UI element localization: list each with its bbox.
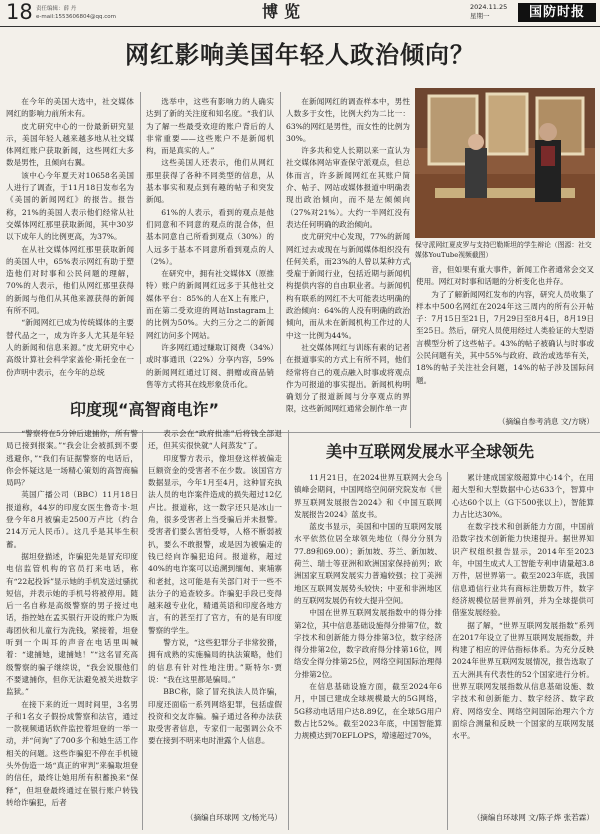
paragraph: 中国在世界互联网发展指数中的得分排第2位，其中信息基础设施得分排第7位，数字技术和创新能力得分排第3位，数字经济得分排第2位，数字政府得分排第16位，网络安全得分排第25位，网络空间国际治理得分排第2位。	[294, 608, 442, 679]
article1-photo	[415, 88, 595, 238]
paragraph: 皮尤研究中心发现，77%的新闻网红过去或现在与新闻媒体组织没有任何关系，而23%的人曾以某种方式受雇于新闻行业，包括近期与新闻机构提供内容的自由职业者。与新闻机构有联系的网红不大可能表达明确的政治倾向：64%的人没有明确的政治倾向，而从未在新闻机构工作过的人中这一比例为44%。	[286, 232, 410, 340]
paragraph: 许多共和党人长期以来一直认为社交媒体网站审查保守派观点，但总体而言，许多新闻网红在其账户简介、帖子、网站或媒体报道中明确表现出政治倾向，而不是左倾倾向（27%对21%）。大约一半网红没有表达任何明确的政治倾向。	[286, 146, 410, 229]
article2-column-2	[148, 428, 282, 808]
paragraph: 在研究中，拥有社交媒体X（原推特）账户的新闻网红远多于其他社交媒体平台：85%的人在X上有账户，而在第二受欢迎的网站Instagram上的比例为50%。大约三分之二的新闻网红访问多个网站。	[146, 269, 274, 340]
article1-headline: 网红影响美国年轻人政治倾向？	[125, 41, 475, 69]
paragraph: 在接下来的近一周时间里，3名男子和1名女子假扮成警察和法官，通过一款视频通话软件监控着坦登的一举一动，并“问询”了700多个和她生活工作相关的问题。这些诈骗犯不停在手机镜头外伪造一场“真正的审判”来骗取坦登的信任，最终让她用所有积蓄换来“保释”，但坦登最终通过在银行账户转钱转给诈骗犯，后者	[6, 699, 138, 807]
article1-credit	[416, 416, 594, 430]
article3-headline: 美中互联网发展水平全球领先	[326, 442, 535, 461]
paragraph: 据了解，“世界互联网发展指数”系列在2017年设立了世界互联网发展指数，并构建了相应的评估指标体系。为充分反映2024年世界互联网发展情况，报告选取了五大洲具有代表性的52个国家进行分析。世界互联网发展指数从信息基础设施、数字技术和创新能力、数字经济、数字政府、网络安全、网络空间国际治理六个方面综合测量和反映一个国家的互联网发展水平。	[452, 620, 594, 741]
page-header	[0, 0, 600, 27]
masthead-logo: 国防时报	[518, 3, 596, 22]
article2-column-1	[6, 428, 138, 828]
paragraph: 警方说，“这些犯罪分子非常狡猾，拥有成熟的实施骗局的执法策略，他们的信息有针对性地注册。”斯特尔·贾说：“我在这里都是骗局。”	[148, 638, 282, 684]
editor-info	[36, 5, 116, 21]
paragraph: 音，但如果有重大事件，新闻工作者通常会交叉使用。网红对时事和话题的分析变化也并存。	[416, 265, 594, 287]
paragraph: 累计建成国家级超算中心14个，在用超大型和大型数据中心达633个，智算中心达60个以上（G下500张以上），智能算力占比达30%。	[452, 473, 594, 519]
column-rule	[280, 92, 281, 364]
paragraph: 许多网红通过赚取订阅费（34%）或时事通讯（22%）分享内容，59%的新闻网红通过订阅、捐赠或商品销售等方式将其在线形象货币化。	[146, 342, 274, 389]
article1-column-1	[6, 96, 134, 377]
article1-column-2	[146, 96, 274, 389]
photo-caption: 保守派网红夏皮罗与支持巴勒斯坦的学生辩论（图源：社交媒体YouTube视频截图）	[415, 241, 592, 259]
credit-line: （摘编自参考消息 文/方晓）	[497, 417, 594, 426]
paragraph: 该中心今年夏天对10658名美国人进行了调查，于11月18日发布名为《美国的新闻网红》的报告。报告称，21%的美国人表示他们经常从社交媒体网红那里获取新闻，其中30岁以下成年人的比例更高，为37%。	[6, 170, 134, 242]
editor-name: 责任编辑：薛 丹	[36, 6, 77, 12]
article2-headline: 印度现“高智商电诈”	[70, 400, 220, 419]
paragraph: 英国广播公司（BBC）11月18日报道称，44岁的印度女医生鲁奇卡·坦登今年8月被骗走2500万卢比（约合214万元人民币）。这几乎是其毕生积蓄。	[6, 490, 138, 549]
paragraph: 在新闻网红的调查样本中，男性人数多于女性，比例大约为二比一：63%的网红是男性，而女性的比例为30%。	[286, 97, 410, 143]
column-rule	[447, 472, 448, 830]
section-title: 博览	[262, 2, 307, 21]
paragraph: 在从社交媒体网红那里获取新闻的美国人中，65%表示网红有助于塑造他们对时事和公民问题的理解，70%的人表示，他们从网红那里获得的新闻与他们从其他来源获得的新闻有所不同。	[6, 244, 134, 316]
date-text: 2024.11.25	[470, 3, 508, 11]
paragraph: BBC称，除了冒充执法人员诈骗，印度还面临一系列网络犯罪，包括虚假投资和交友诈骗。骗子通过各种办法获取受害者信息，专家们一起强调公众不要在接到不明来电时泄露个人信息。	[148, 687, 282, 746]
article2-credit	[148, 812, 282, 826]
editor-email: e-mail:1553606804@qq.com	[36, 14, 116, 20]
debate-scene-image	[415, 88, 595, 238]
paragraph: 在数字技术和创新能力方面，中国前沿数字技术创新能力快速提升。据世界知识产权组织报告显示，2014年至2023年，中国生成式人工智能专利申请量超3.8万件，居世界第一。截至2023年底，我国信息通信行业共有商标注册数万件，数字经济规模位居世界前列，并为全球提供可借鉴发展经验。	[452, 522, 594, 618]
paragraph: 在信息基础设施方面，截至2024年6月，中国已建成全球规模最大的5G网络，5G移动电话用户达8.89亿，在全球5G用户数占比52%。截至2023年底，中国智能算力规模达到70EFLOPS，增速超过70%，	[294, 682, 442, 741]
paragraph: “新闻网红已成为传统媒体的主要替代品之一，成为许多人尤其是年轻人的新闻和信息来源。”皮尤研究中心高级计算社会科学家盖伦·斯托金在一份声明中表示，在今年的总统	[6, 318, 134, 377]
article3-column-2	[452, 472, 594, 812]
weekday-text: 星期一	[470, 12, 490, 20]
column-rule	[410, 262, 411, 428]
article3-credit	[452, 812, 594, 826]
paragraph: 选举中，这些有影响力的人确实达到了新的关注度和知名度。“我们认为了解一些最受欢迎的账户背后的人非常重要——这些账户不是新闻机构，而是真实的人。”	[146, 97, 274, 156]
article1-column-3	[286, 96, 410, 428]
credit-line: （摘编自环球网 文/陈子烨 张若霖）	[472, 813, 594, 822]
column-rule	[288, 430, 289, 830]
paragraph: 蓝皮书显示，美国和中国的互联网发展水平依然位居全球领先地位（得分分别为77.89和69.00）；新加坡、芬兰、新加坡、荷兰、瑞士等亚洲和欧洲国家保持前列；欧洲国家互联网发展实力普遍较强；拉丁美洲地区互联网发展势头较快；中亚和非洲地区的互联网发展仍有较大提升空间。	[294, 522, 442, 605]
paragraph: 皮尤研究中心的一份最新研究显示，美国年轻人越来越多地从社交媒体网红账户获取新闻，这些网红大多数是男性，且倾向右翼。	[6, 121, 134, 168]
paragraph: 在今年的美国大选中，社交媒体网红的影响力前所未有。	[6, 97, 134, 119]
column-rule	[142, 430, 143, 830]
page-number: 18	[6, 0, 33, 24]
paragraph: 表示会在“政府批准”后将钱全部退还，但其实很快就“人间蒸发”了。	[148, 429, 282, 451]
paragraph: 印度警方表示，像坦登这样被偏走巨额资金的受害者不在少数。该国官方数据显示，今年1月至4月，这种冒充执法人员的电诈案件造成的损失超过12亿卢比。报道称，这一数字还只是冰山一角，很多受害者上当受骗后并未报警。受害者们要么害怕受辱，人格不断弱被扒，要么不敢报警，或是因为被骗走的钱已经向诈骗犯追问。报道称，超过40%的电诈案可以追溯到缅甸、柬埔寨和老挝，这可能是有关部门对于一些不法分子的追查较多。诈骗犯手段已变得越来越专业化，精通英语和印度各地方言，有的甚至打了官方，有的是有印度警察的学生。	[148, 453, 282, 635]
paragraph: 社交媒体网红与训练有素的记者在报道事实的方式上有所不同，他们经常将自己的观点融入时事或将观点作为可报道的事实提出。新闻机构明确划分了报道新闻与分享观点的界限，这些新闻网红通常会制作单一声	[286, 342, 410, 414]
issue-date	[470, 3, 507, 21]
paragraph: “警察将在5分钟后逮捕你，所有警局已接到报案。”“我会让会被抓到不要逃避你，”“我们有证据警察的电话后，你会怀疑这是一场精心策划的高智商骗局吗？	[6, 429, 138, 488]
paragraph: 据坦登描述，诈骗犯先是冒充印度电信监管机构的官员打来电话，称有“22起投诉”显示她的手机发送过骚扰短信，并表示她的手机号将被停用。随后一名自称是高级警察的男子接过电话，指控她在孟买银行开设的账户为贩毒团伙和儿童行为洗钱，紧接着，坦登听到一个叫耳的声音在电话里叫喊着：“逮捕她，逮捕她！”“这名冒充高级警察的骗子继续说，“我会说服他们不要逮捕你，但你无法避免被关进数字监狱。”	[6, 551, 138, 697]
article1-column-4	[416, 264, 594, 428]
credit-line: （摘编自环球网 文/杨光马）	[185, 813, 282, 822]
paragraph: 11月21日，在2024世界互联网大会乌镇峰会期间，中国网络空间研究院发布《世界互联网发展报告2024》和《中国互联网发展报告2024》蓝皮书。	[294, 473, 442, 519]
column-rule	[140, 92, 141, 364]
article3-column-1	[294, 472, 442, 828]
paragraph: 这些美国人还表示，他们从网红那里获得了各种不同类型的信息，从基本事实和观点到有趣的帖子和突发新闻。	[146, 158, 274, 205]
paragraph: 61%的人表示，看到的观点是他们同意和不同意的观点的混合体，但基本同意自己所看到观点（30%）的人远多于基本不同意所看到观点的人（2%）。	[146, 207, 274, 266]
paragraph: 为了了解新闻网红发布的内容，研究人员收集了样本中500名网红在2024年这三周内的所有公开帖子：7月15日至21日，7月29日至8月4日，8月19日至25日。然后，研究人员使用经过人类验证的大型语言模型分析了这些帖子。43%的帖子被确认与时事或公民问题有关，其中55%与政府、政治或选举有关，18%的帖子关注社会问题，14%的帖子涉及国际问题。	[416, 289, 594, 385]
